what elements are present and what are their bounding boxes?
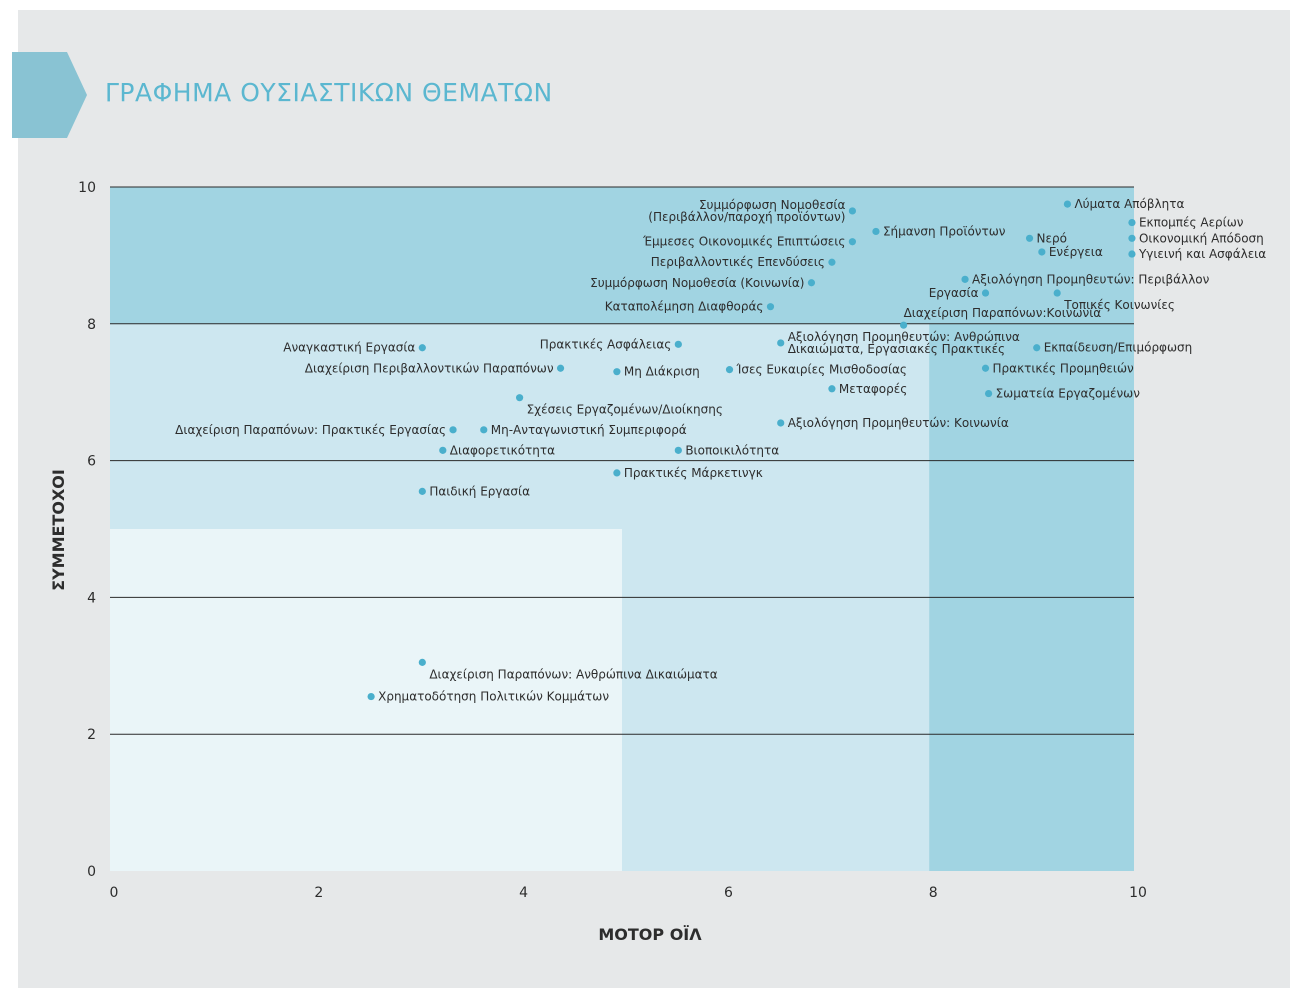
data-point — [1128, 250, 1135, 257]
x-tick-label: 4 — [519, 885, 529, 901]
data-point-label: Πρακτικές Μάρκετινγκ — [623, 465, 763, 480]
y-tick-label: 4 — [87, 590, 96, 607]
data-point-group — [175, 423, 456, 437]
data-point-group — [480, 423, 687, 437]
data-point — [557, 365, 564, 372]
data-point-label: Καταπολέμηση Διαφθοράς — [604, 299, 764, 314]
y-tick-label: 10 — [78, 180, 96, 196]
data-point — [808, 279, 815, 286]
data-point-group — [828, 382, 907, 396]
data-point — [419, 659, 426, 666]
x-tick-label: 6 — [723, 885, 733, 901]
data-point — [449, 426, 456, 433]
x-tick-label: 10 — [1129, 885, 1147, 901]
data-point — [767, 303, 774, 310]
data-point — [726, 366, 733, 373]
data-point-label: Νερό — [1036, 231, 1067, 246]
data-point — [368, 693, 375, 700]
data-point-label: Τοπικές Κοινωνίες — [1064, 298, 1175, 313]
data-point-label: Έμμεσες Οικονομικές Επιπτώσεις — [643, 234, 846, 249]
data-point-label: Βιοποικιλότητα — [685, 443, 780, 458]
data-point-label: Συμμόρφωση Νομοθεσία (Κοινωνία) — [590, 275, 805, 290]
data-point-label: Σωματεία Εργαζομένων — [995, 386, 1140, 401]
data-point — [480, 426, 487, 433]
data-point-group — [590, 276, 815, 290]
data-point-label: Ενέργεια — [1048, 244, 1103, 259]
data-point — [961, 276, 968, 283]
data-point-group — [872, 224, 1005, 238]
data-point — [419, 488, 426, 495]
data-point-group — [605, 300, 774, 314]
data-point — [872, 228, 879, 235]
data-point-label: Λύματα Απόβλητα — [1074, 197, 1185, 212]
data-point — [1026, 235, 1033, 242]
data-point-label: Συμμόρφωση Νομοθεσία (Περιβάλλον/παροχή προϊόντων) — [648, 197, 846, 224]
data-point-group — [777, 330, 1020, 356]
data-point — [419, 344, 426, 351]
x-tick-label: 0 — [109, 885, 119, 901]
data-point-group — [1038, 245, 1103, 259]
data-point-label: Διαχείριση Περιβαλλοντικών Παραπόνων — [304, 361, 554, 376]
data-point-label: Διαχείριση Παραπόνων: Ανθρώπινα Δικαιώματα — [429, 667, 718, 682]
data-point-group — [1128, 247, 1266, 261]
data-point-group — [1128, 231, 1263, 245]
data-point-group — [961, 272, 1209, 286]
y-axis-title: ΣΥΜΜΕΤΟΧΟΙ — [49, 469, 68, 591]
data-point — [1054, 289, 1061, 296]
data-point-label: Αξιολόγηση Προμηθευτών: Ανθρώπινα Δικαιώματα, Εργασιακές Πρακτικές — [787, 329, 1020, 356]
data-point — [516, 394, 523, 401]
data-point — [439, 447, 446, 454]
data-point — [982, 365, 989, 372]
data-point-group — [1128, 216, 1243, 230]
data-point — [828, 259, 835, 266]
data-point — [1033, 344, 1040, 351]
x-tick-label: 8 — [928, 885, 938, 901]
data-point — [613, 368, 620, 375]
data-point — [828, 385, 835, 392]
data-point-label: Μη Διάκριση — [623, 364, 700, 379]
y-tick-label: 0 — [87, 864, 96, 880]
data-point — [1038, 248, 1045, 255]
data-point-label: Παιδική Εργασία — [429, 484, 531, 499]
data-point — [1128, 235, 1135, 242]
data-point-group — [540, 337, 682, 351]
data-point — [613, 469, 620, 476]
data-point-label: Μη-Ανταγωνιστική Συμπεριφορά — [490, 422, 687, 437]
data-point-group — [613, 365, 700, 379]
data-point-label: Σήμανση Προϊόντων — [882, 224, 1006, 239]
data-point-group — [419, 484, 530, 498]
data-point — [1064, 201, 1071, 208]
data-point-group — [305, 361, 564, 375]
data-point — [675, 341, 682, 348]
data-point-group — [642, 235, 856, 249]
data-point-label: Πρακτικές Ασφάλειας — [539, 337, 672, 352]
data-point-label: Αξιολόγηση Προμηθευτών: Περιβάλλον — [972, 272, 1210, 287]
data-point-label: Εκπομπές Αερίων — [1138, 215, 1244, 230]
data-point-label: Διαχείριση Παραπόνων:Κοινωνία — [903, 306, 1102, 321]
data-point-label: Εκπαίδευση/Επιμόρφωση — [1043, 340, 1193, 355]
data-point-label: Διαχείριση Παραπόνων: Πρακτικές Εργασίας — [175, 422, 447, 437]
data-point-label: Μεταφορές — [838, 381, 908, 396]
data-point-label: Αξιολόγηση Προμηθευτών: Κοινωνία — [787, 415, 1009, 430]
data-point — [1128, 219, 1135, 226]
data-point-group — [283, 341, 426, 355]
data-point — [982, 289, 989, 296]
data-point — [985, 390, 992, 397]
data-point-group — [368, 690, 610, 704]
data-point — [675, 447, 682, 454]
data-point-label: Διαφορετικότητα — [449, 443, 556, 458]
data-point-group — [675, 443, 779, 457]
data-point-group — [777, 416, 1009, 430]
data-point-label: Περιβαλλοντικές Επενδύσεις — [650, 255, 825, 270]
data-point-label: Ίσες Ευκαιρίες Μισθοδοσίας — [736, 362, 907, 377]
data-point — [900, 322, 907, 329]
x-tick-label: 2 — [314, 885, 324, 901]
data-point-label: Πρακτικές Προμηθειών — [992, 361, 1134, 376]
data-point-group — [613, 466, 763, 480]
data-point — [849, 238, 856, 245]
y-tick-label: 8 — [87, 316, 96, 333]
data-point — [777, 339, 784, 346]
data-point-group — [985, 387, 1140, 401]
x-axis-title: ΜΟΤΟΡ ΟΪΛ — [598, 925, 702, 944]
data-point-group — [982, 361, 1134, 375]
data-point-group — [1064, 197, 1185, 211]
data-point-group — [726, 363, 907, 377]
data-point — [777, 419, 784, 426]
zone-mid-2 — [622, 529, 929, 871]
y-tick-label: 6 — [87, 453, 96, 470]
data-point-label: Υγιεινή και Ασφάλεια — [1138, 247, 1267, 262]
data-point-label: Αναγκαστική Εργασία — [283, 340, 416, 355]
data-point-label: Οικονομική Απόδοση — [1138, 231, 1264, 246]
page-title: ΓΡΑΦΗΜΑ ΟΥΣΙΑΣΤΙΚΩΝ ΘΕΜΑΤΩΝ — [105, 78, 553, 107]
data-point-label: Εργασία — [928, 286, 979, 301]
data-point-label: Χρηματοδότηση Πολιτικών Κομμάτων — [378, 689, 610, 704]
data-point-group — [651, 255, 836, 269]
data-point-group — [1033, 341, 1192, 355]
y-tick-label: 2 — [87, 727, 96, 744]
data-point-label: Σχέσεις Εργαζομένων/Διοίκησης — [526, 402, 723, 417]
data-point — [849, 207, 856, 214]
data-point-group — [439, 443, 555, 457]
